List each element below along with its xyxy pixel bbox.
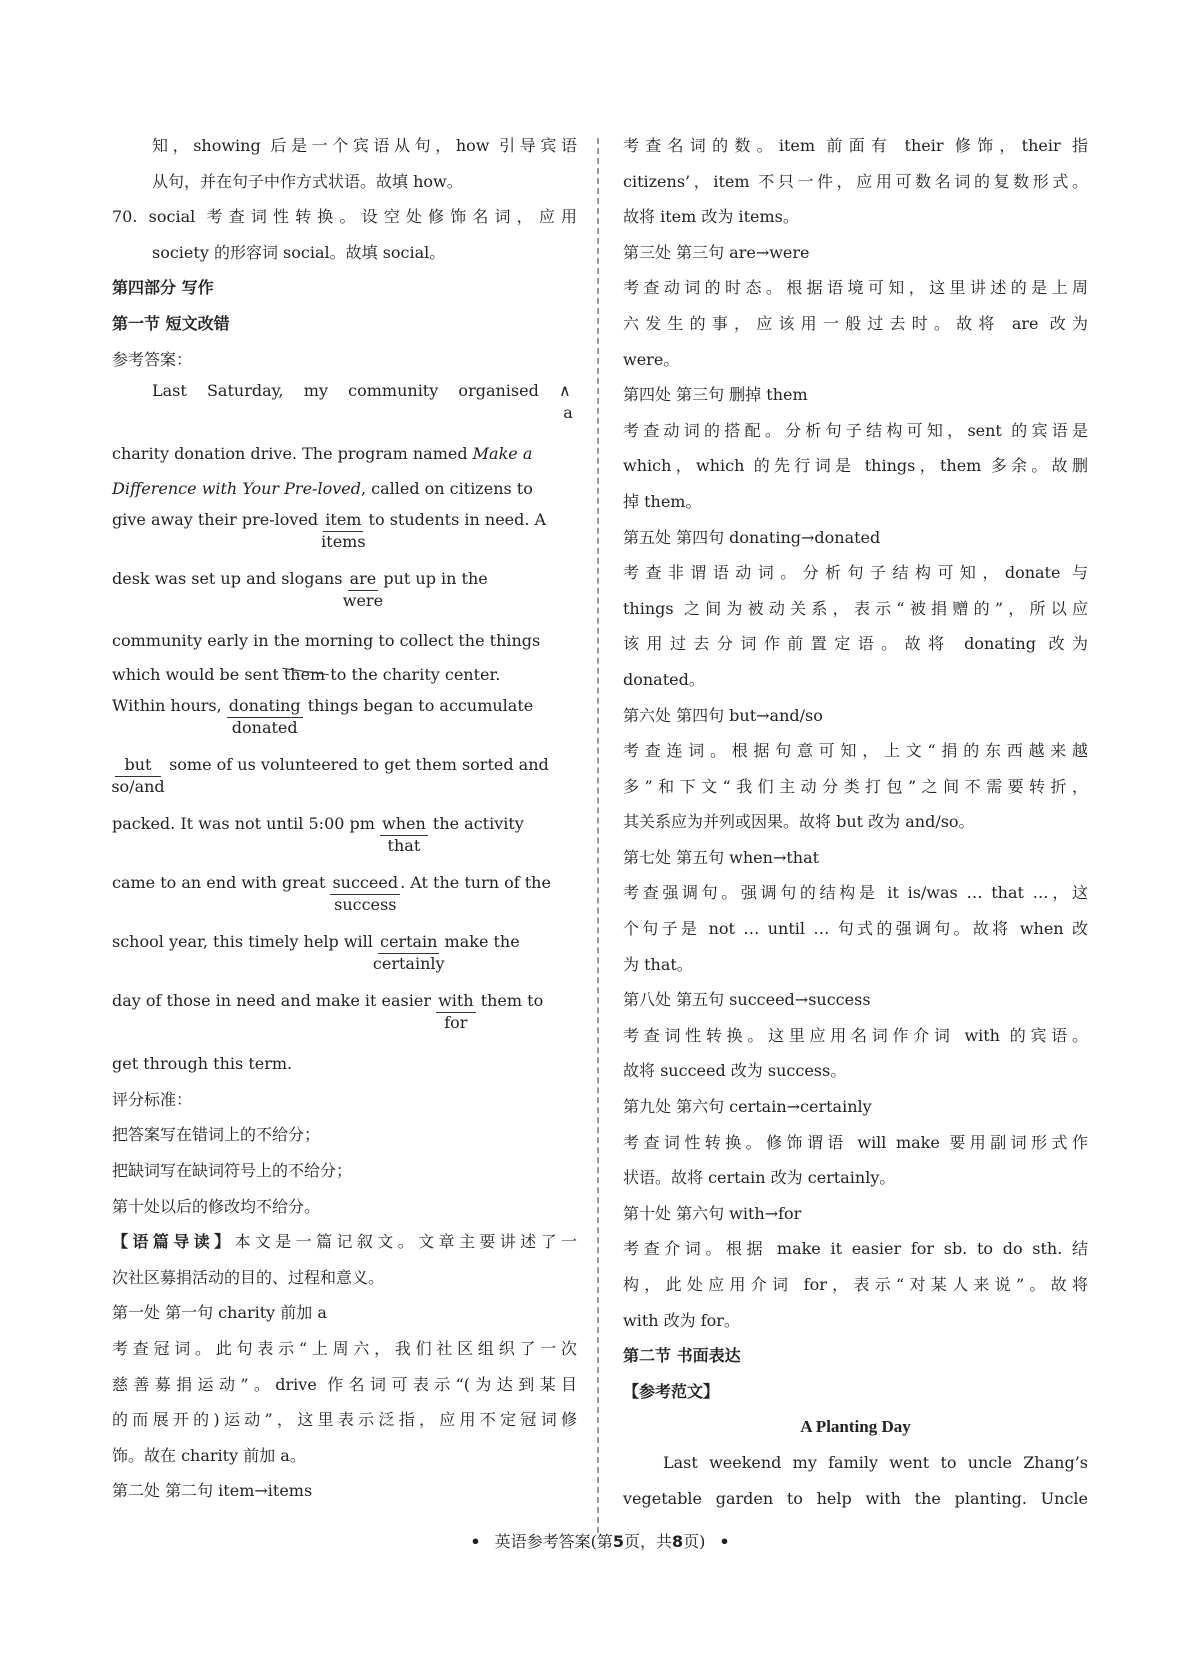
essay-title: A Planting Day — [800, 1417, 911, 1437]
answer-70: 70. social 考查词性转换。设空处修饰名词，应用 — [112, 207, 577, 227]
explanation-line: 构，此处应用介词 for，表示“对某人来说”。故将 — [623, 1275, 1088, 1294]
passage-line: but so/and some of us volunteered to get them sorted and — [112, 751, 577, 810]
section-heading: 第一节 短文改错 — [112, 313, 230, 333]
error-word: with for — [438, 991, 474, 1033]
grading-rule: 第十处以后的修改均不给分。 — [112, 1196, 321, 1216]
right-column — [623, 128, 1088, 1516]
passage-line: Within hours, donating donated things began to accumulate — [112, 692, 577, 751]
explanation-line: 考查冠词。此句表示“上周六，我们社区组织了一次 — [112, 1338, 577, 1358]
explanation-line: 的而展开的)运动”，这里表示泛指，应用不定冠词修 — [112, 1410, 577, 1430]
error-word: item items — [321, 510, 366, 552]
deleted-word: them — [284, 658, 325, 692]
correction-word: certainly — [372, 954, 445, 974]
correction-word: that — [387, 836, 421, 856]
footer-dot: • — [719, 1532, 730, 1551]
text-line: 从句，并在句子中作方式状语。故填 how。 — [152, 171, 463, 191]
explanation-line: 考查名词的数。item 前面有 their 修饰，their 指 — [623, 136, 1088, 155]
footer-dot: • — [470, 1532, 481, 1551]
section-heading: 第二节 书面表达 — [623, 1346, 741, 1366]
insertion-mark: ∧ a — [559, 381, 573, 423]
column-divider — [597, 138, 599, 1533]
explanation-line: 故将 item 改为 items。 — [623, 207, 799, 227]
passage-line: school year, this timely help will certain certainly make the — [112, 928, 577, 987]
passage-guide: 次社区募捐活动的目的、过程和意义。 — [112, 1267, 385, 1287]
error-word: but so/and — [111, 755, 165, 797]
explanation-line: 考查非谓语动词。分析句子结构可知，donate 与 — [623, 563, 1088, 583]
text-line: society 的形容词 social。故填 social。 — [152, 242, 446, 262]
passage-line: get through this term. — [112, 1054, 293, 1074]
passage-line: which would be sent them to the charity center. — [112, 658, 577, 692]
correction-heading: 第二处 第二句 item→items — [112, 1481, 313, 1501]
correction-word: so/and — [111, 777, 165, 797]
explanation-line: with 改为 for。 — [623, 1310, 740, 1330]
correction-heading: 第七处 第五句 when→that — [623, 847, 820, 867]
explanation-line: 状语。故将 certain 改为 certainly。 — [623, 1168, 896, 1188]
explanation-line: things 之间为被动关系，表示“被捐赠的”，所以应 — [623, 598, 1088, 618]
passage-guide: 【语篇导读】本文是一篇记叙文。文章主要讲述了一 — [112, 1232, 577, 1252]
grading-label: 评分标准： — [112, 1089, 193, 1109]
correction-word: a — [563, 403, 573, 423]
explanation-line: donated。 — [623, 669, 705, 689]
explanation-line: were。 — [623, 349, 680, 369]
explanation-line: 六发生的事，应该用一般过去时。故将 are 改为 — [623, 313, 1088, 333]
page-footer: • 英语参考答案(第5页，共8页) • — [470, 1532, 730, 1551]
reference-answer-label: 参考答案： — [112, 349, 193, 369]
correction-word: were — [342, 591, 384, 611]
explanation-line: 故将 succeed 改为 success。 — [623, 1061, 847, 1081]
explanation-line: 考查动词的时态。根据语境可知，这里讲述的是上周 — [623, 278, 1088, 298]
explanation-line: 考查强调句。强调句的结构是 it is/was … that …，这 — [623, 883, 1088, 903]
correction-heading: 第六处 第四句 but→and/so — [623, 705, 823, 725]
passage-line: Last Saturday, my community organised ∧ a — [112, 377, 577, 436]
page-total: 8 — [672, 1532, 684, 1551]
correction-word: donated — [231, 718, 298, 738]
passage-line: desk was set up and slogans are were put up in the — [112, 565, 577, 624]
part-heading: 第四部分 写作 — [112, 278, 214, 298]
correction-word: for — [444, 1013, 468, 1033]
explanation-line: 多”和下文“我们主动分类打包”之间不需要转折， — [623, 776, 1088, 796]
explanation-line: 慈善募捐运动”。drive 作名词可表示“(为达到某目 — [112, 1374, 577, 1394]
explanation-line: 掉 them。 — [623, 491, 702, 511]
explanation-line: 考查词性转换。这里应用名词作介词 with 的宾语。 — [623, 1025, 1088, 1045]
left-column — [112, 128, 577, 1509]
passage-line: give away their pre-loved item items to students in need. A — [112, 506, 577, 565]
page-number: 5 — [612, 1532, 624, 1551]
explanation-line: 该用过去分词作前置定语。故将 donating 改为 — [623, 634, 1088, 654]
passage-line: came to an end with great succeed success . At the turn of the — [112, 869, 577, 928]
explanation-line: 考查连词。根据句意可知，上文“捐的东西越来越 — [623, 741, 1088, 761]
passage-line: packed. It was not until 5:00 pm when that the activity — [112, 810, 577, 869]
correction-heading: 第八处 第五句 succeed→success — [623, 990, 871, 1010]
passage-line: Difference with Your Pre-loved, called on citizens to — [112, 479, 533, 499]
explanation-line: 考查词性转换。修饰谓语 will make 要用副词形式作 — [623, 1132, 1088, 1152]
explanation-line: 考查介词。根据 make it easier for sb. to do sth. 结 — [623, 1239, 1088, 1259]
error-word: succeed success — [332, 873, 399, 915]
error-word: are were — [342, 569, 384, 611]
program-name: Difference with Your Pre-loved — [112, 479, 361, 499]
passage-line: community early in the morning to collect the things — [112, 631, 541, 651]
correction-heading: 第三处 第三句 are→were — [623, 242, 810, 262]
explanation-line: 为 that。 — [623, 954, 693, 974]
explanation-line: 其关系应为并列或因果。故将 but 改为 and/so。 — [623, 812, 975, 832]
explanation-line: 考查动词的搭配。分析句子结构可知，sent 的宾语是 — [623, 420, 1088, 440]
passage-line: charity donation drive. The program named Make a — [112, 444, 533, 464]
text-line: 知，showing 后是一个宾语从句，how 引导宾语 — [152, 136, 577, 155]
correction-heading: 第五处 第四句 donating→donated — [623, 527, 881, 547]
model-essay-label: 【参考范文】 — [623, 1381, 720, 1401]
program-name: Make a — [472, 444, 533, 464]
explanation-line: 个句子是 not … until … 句式的强调句。故将 when 改 — [623, 919, 1088, 939]
essay-line: vegetable garden to help with the planting. Uncle — [623, 1488, 1088, 1508]
correction-word: success — [334, 895, 397, 915]
explanation-line: 饰。故在 charity 前加 a。 — [112, 1445, 306, 1465]
correction-heading: 第十处 第六句 with→for — [623, 1203, 802, 1223]
explanation-line: citizens’，item 不只一件，应用可数名词的复数形式。 — [623, 171, 1088, 191]
correction-heading: 第四处 第三句 删掉 them — [623, 385, 808, 405]
grading-rule: 把答案写在错词上的不给分； — [112, 1125, 321, 1145]
error-word: certain certainly — [372, 932, 445, 974]
correction-heading: 第九处 第六句 certain→certainly — [623, 1097, 872, 1117]
explanation-line: which，which 的先行词是 things，them 多余。故删 — [623, 456, 1088, 476]
grading-rule: 把缺词写在缺词符号上的不给分； — [112, 1160, 353, 1180]
essay-line: Last weekend my family went to uncle Zhang’s — [663, 1452, 1088, 1472]
passage-line: day of those in need and make it easier with for them to — [112, 987, 577, 1046]
correction-heading: 第一处 第一句 charity 前加 a — [112, 1303, 327, 1323]
error-word: donating donated — [228, 696, 301, 738]
error-word: when that — [382, 814, 426, 856]
correction-word: items — [321, 532, 366, 552]
